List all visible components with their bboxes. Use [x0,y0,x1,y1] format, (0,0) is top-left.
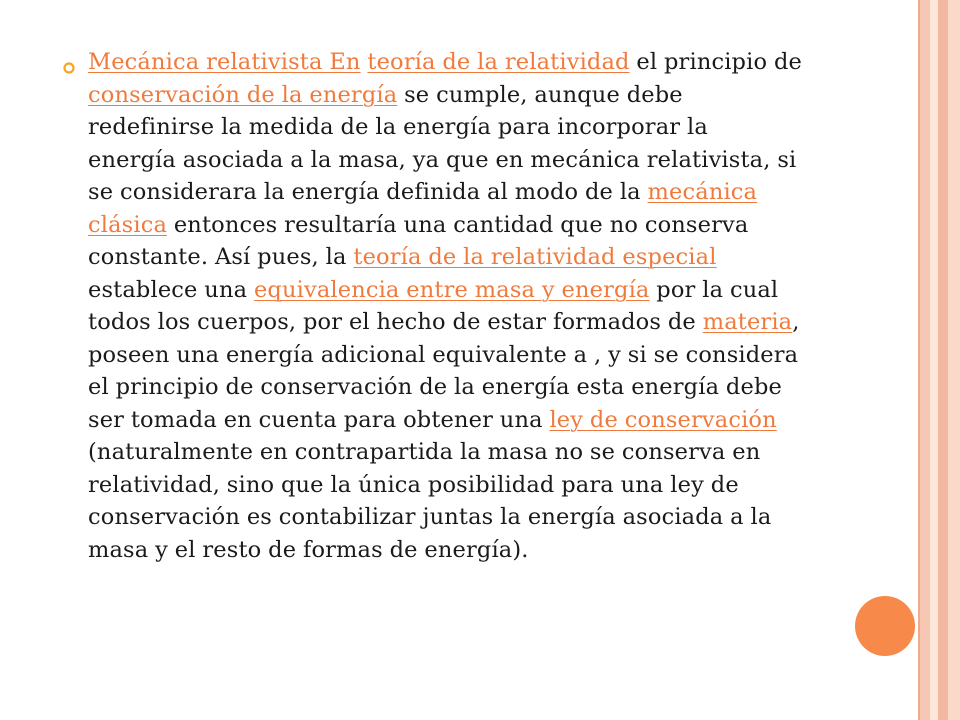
right-stripe-2 [930,0,938,720]
right-stripe-4 [948,0,960,720]
paragraph-text: por la cual todos los cuerpos, por el hecho de estar formados de [88,276,779,335]
bullet-ring-icon [62,60,76,79]
decorative-orange-circle [855,596,915,656]
hyperlink[interactable]: teoría de la relatividad especial [353,244,717,270]
hyperlink[interactable]: materia [702,309,793,335]
paragraph-text: , poseen una energía adicional equivalente a , y si se considera el principio de conservación de la energía esta energía debe ser tomada en cuenta para obtener una [88,309,800,433]
slide-content [62,46,802,566]
paragraph-text: el principio de [629,49,802,75]
paragraph-text: entonces resultaría una cantidad que no conserva constante. Así pues, la [88,211,749,270]
hyperlink[interactable]: mecánica clásica [88,179,758,238]
hyperlink[interactable]: teoría de la relatividad [367,49,630,75]
paragraph-text: se cumple, aunque debe redefinirse la medida de la energía para incorporar la energía asociada a la masa, ya que en mecánica relativista, si se considerara la energía definida al modo de la [88,81,797,205]
paragraph-text: establece una [88,276,254,303]
body-paragraph [88,46,802,566]
right-stripe-1 [920,0,930,720]
hyperlink[interactable]: Mecánica relativista En [88,49,361,75]
paragraph-text: (naturalmente en contrapartida la masa no se conserva en relatividad, sino que la única posibilidad para una ley de conservación es contabilizar juntas la energía asociada a la masa y el resto de formas de energía). [88,439,772,563]
hyperlink[interactable]: conservación de la energía [88,81,398,108]
hyperlink[interactable]: equivalencia entre masa y energía [253,276,650,303]
right-stripe-3 [938,0,948,720]
hyperlink[interactable]: ley de conservación [549,406,777,433]
